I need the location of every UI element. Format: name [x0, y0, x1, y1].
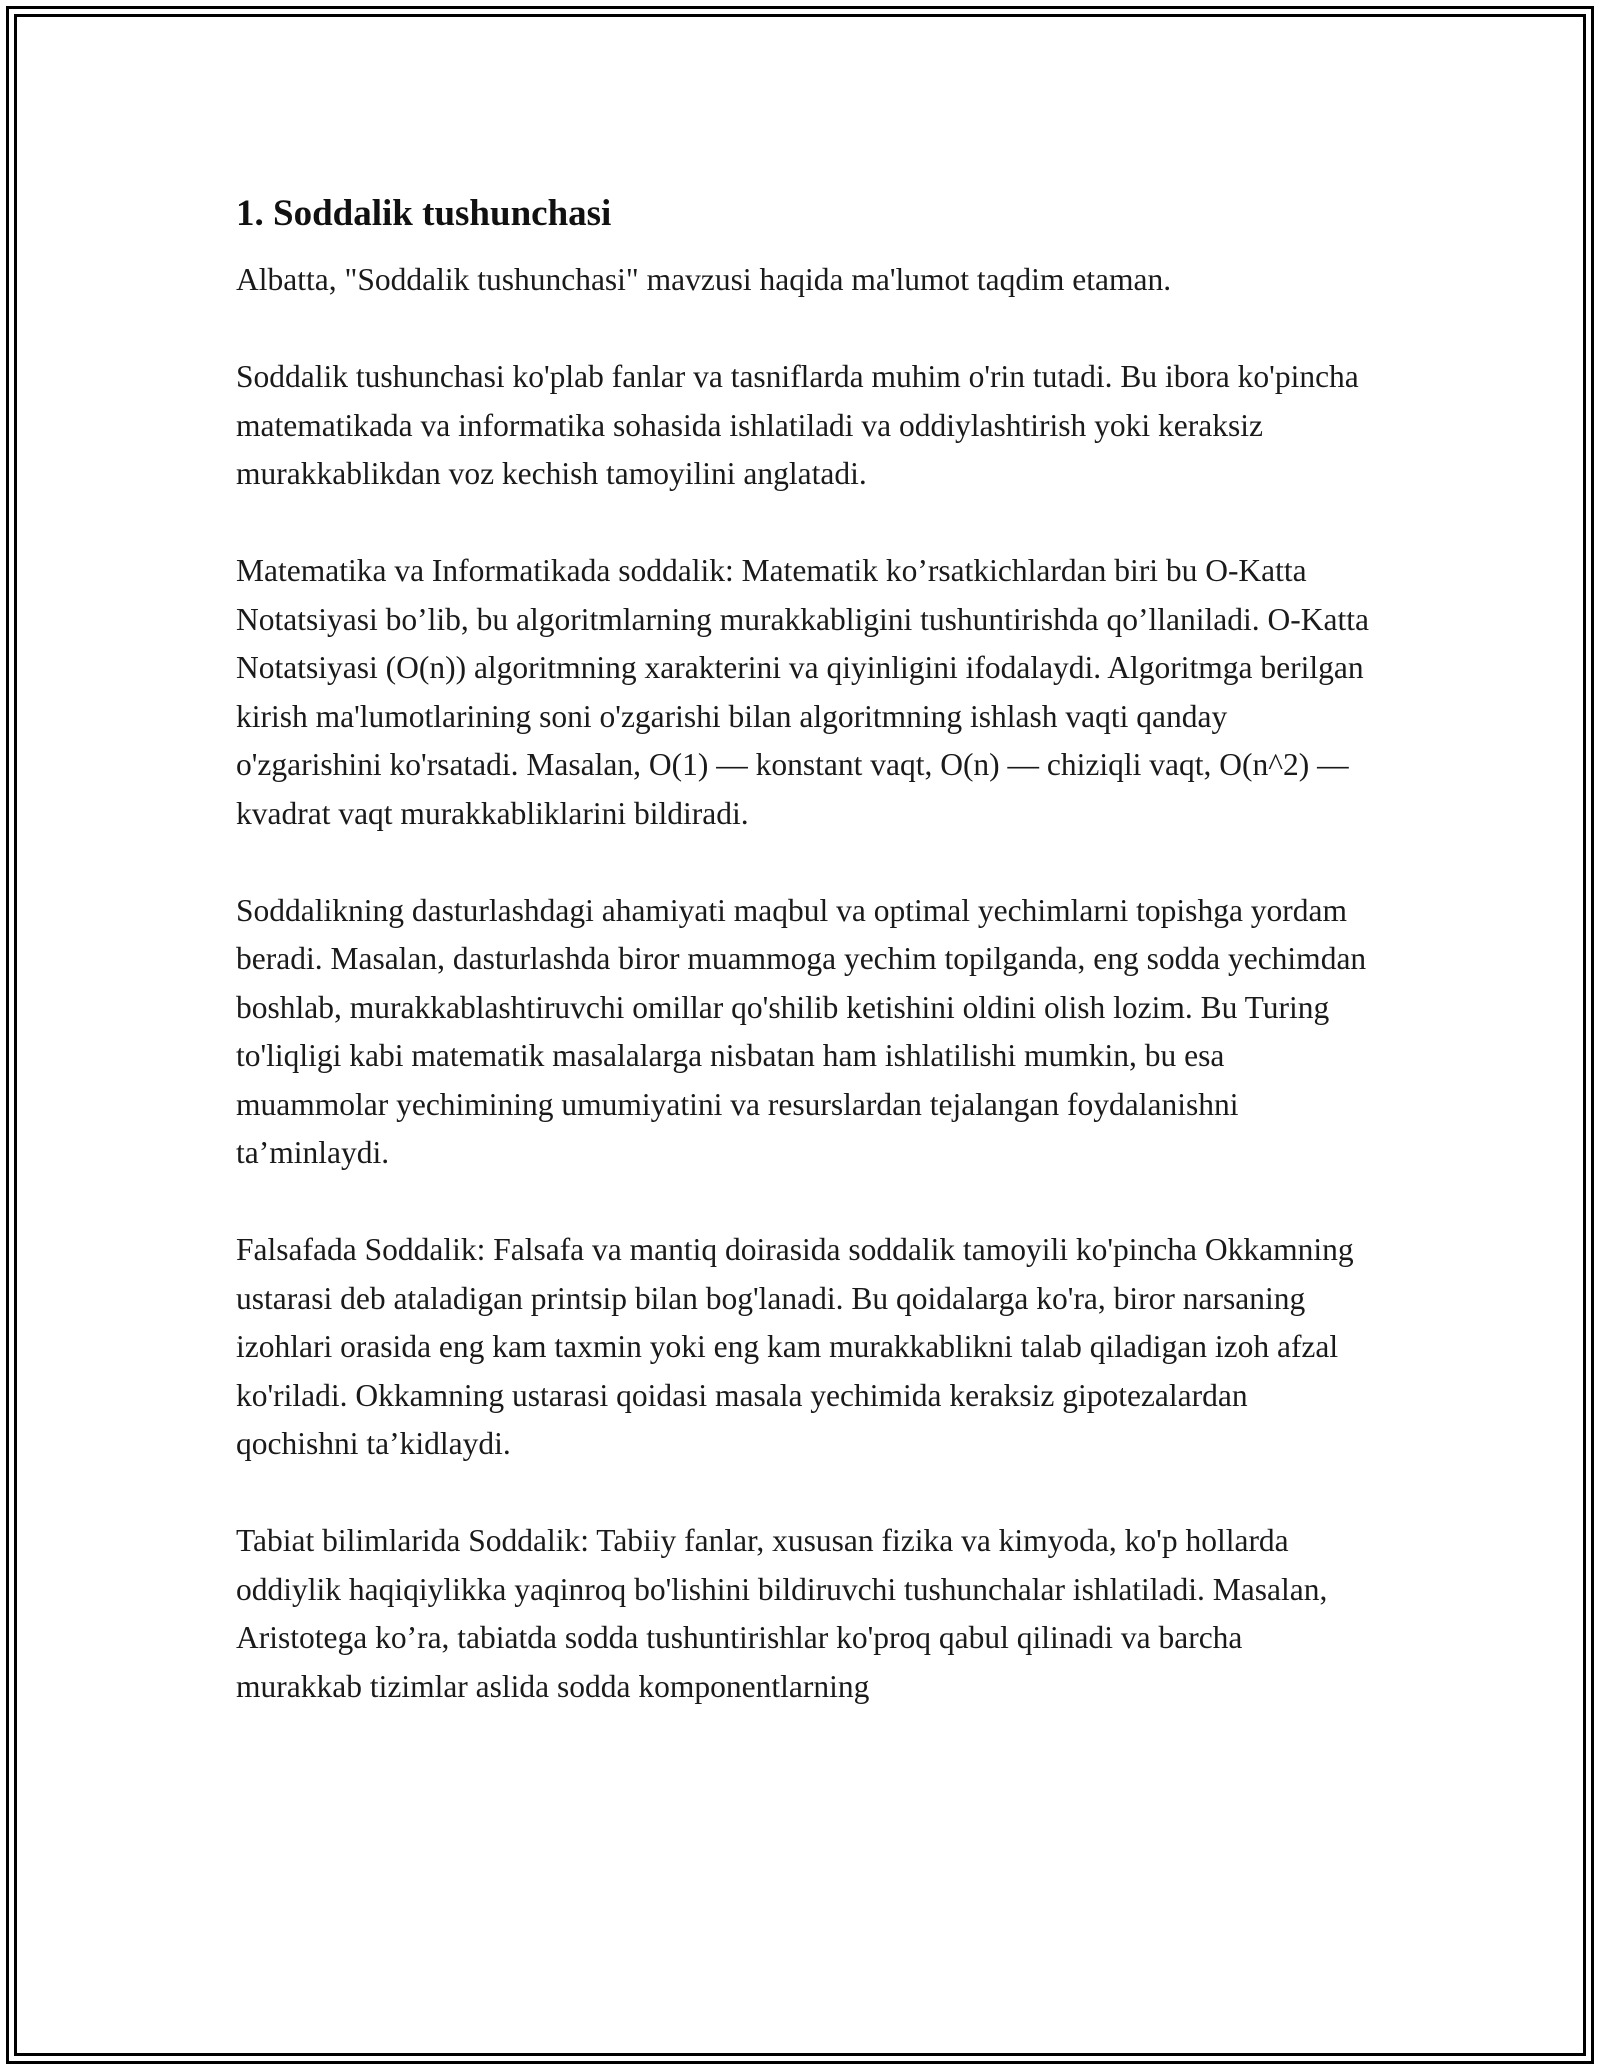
paragraph-definition: Soddalik tushunchasi ko'plab fanlar va tasniflarda muhim o'rin tutadi. Bu ibora ko'pincha matematikada va informatika sohasida ishlatiladi va oddiylashtirish yoki keraksiz murakkablikdan voz kechish tamoyilini anglatadi. — [236, 359, 1359, 491]
paragraph-intro: Albatta, "Soddalik tushunchasi" mavzusi haqida ma'lumot taqdim etaman. — [236, 262, 1172, 297]
section-heading: 1. Soddalik tushunchasi — [236, 193, 612, 234]
paragraph-math-informatics: Matematika va Informatikada soddalik: Matematik ko’rsatkichlardan biri bu O-Katta Notatsiyasi bo’lib, bu algoritmlarning murakkabligini tushuntirishda qo’llaniladi. O-Katta Notatsiyasi (O(n)) algoritmning xarakterini va qiyinligini ifodalaydi. Algoritmga berilgan kirish ma'lumotlarining soni o'zgarishi bilan algoritmning ishlash vaqti qanday o'zgarishini ko'rsatadi. Masalan, O(1) — konstant vaqt, O(n) — chiziqli vaqt, O(n^2) — kvadrat vaqt murakkabliklarini bildiradi. — [236, 553, 1369, 831]
paragraph-natural-sciences: Tabiat bilimlarida Soddalik: Tabiiy fanlar, xususan fizika va kimyoda, ko'p hollarda oddiylik haqiqiylikka yaqinroq bo'lishini bildiruvchi tushunchalar ishlatiladi. Masalan, Aristotega ko’ra, tabiatda sodda tushuntirishlar ko'proq qabul qilinadi va barcha murakkab tizimlar aslida sodda komponentlarning — [236, 1523, 1328, 1704]
paragraph-philosophy: Falsafada Soddalik: Falsafa va mantiq doirasida soddalik tamoyili ko'pincha Okkamning ustarasi deb ataladigan printsip bilan bog'lanadi. Bu qoidalarga ko'ra, biror narsaning izohlari orasida eng kam taxmin yoki eng kam murakkablikni talab qiladigan izoh afzal ko'riladi. Okkamning ustarasi qoidasi masala yechimida keraksiz gipotezalardan qochishni ta’kidlaydi. — [236, 1232, 1354, 1461]
document-body — [236, 186, 1376, 1760]
paragraph-programming: Soddalikning dasturlashdagi ahamiyati maqbul va optimal yechimlarni topishga yordam beradi. Masalan, dasturlashda biror muammoga yechim topilganda, eng sodda yechimdan boshlab, murakkablashtiruvchi omillar qo'shilib ketishini oldini olish lozim. Bu Turing to'liqligi kabi matematik masalalarga nisbatan ham ishlatilishi mumkin, bu esa muammolar yechimining umumiyatini va resurslardan tejalangan foydalanishni ta’minlaydi. — [236, 892, 1367, 1170]
